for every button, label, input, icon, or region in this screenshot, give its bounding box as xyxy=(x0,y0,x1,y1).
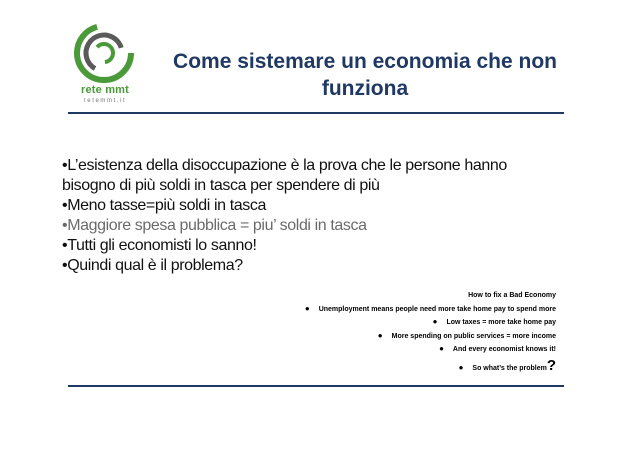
english-item: ● Unemployment means people need more take home pay to spend more xyxy=(304,303,556,313)
bullet-dot-icon: ● xyxy=(458,362,464,372)
bullet-item: •Quindi qual è il problema? xyxy=(62,257,243,274)
bullet-dot-icon: ● xyxy=(377,330,383,340)
english-item: ● Low taxes = more take home pay xyxy=(432,317,556,326)
bullet-item: •Maggiore spesa pubblica = piu’ soldi in tasca xyxy=(62,217,367,234)
logo-name: rete mmt xyxy=(80,84,130,96)
english-summary xyxy=(150,290,556,375)
bullet-dot-icon: ● xyxy=(304,303,310,313)
english-heading: How to fix a Bad Economy xyxy=(468,292,556,299)
retemmt-logo xyxy=(70,20,140,105)
bullet-dot-icon: ● xyxy=(439,344,444,353)
bullet-item-continuation: bisogno di più soldi in tasca per spendere di più xyxy=(62,177,380,194)
bullet-item: •Tutti gli economisti lo sanno! xyxy=(62,237,257,254)
bullet-dot-icon: ● xyxy=(432,317,438,326)
question-mark: ? xyxy=(546,356,556,374)
english-item: ● More spending on public services = more income xyxy=(377,330,556,340)
logo-subtitle: retemmt.it xyxy=(83,98,127,104)
spiral-logo-icon xyxy=(73,22,135,84)
title-line-2: funziona xyxy=(321,77,409,100)
title-line-1: Come sistemare un economia che non xyxy=(173,50,557,73)
slide-title xyxy=(145,48,585,102)
italian-bullet-list xyxy=(62,156,602,276)
bullet-item: •L’esistenza della disoccupazione è la prova che le persone hanno xyxy=(62,157,507,174)
bullet-item: •Meno tasse=più soldi in tasca xyxy=(62,197,266,214)
bottom-divider xyxy=(68,385,564,387)
english-item: ● So what’s the problem? xyxy=(458,356,556,374)
english-item: ● And every economist knows it! xyxy=(439,344,556,353)
top-divider xyxy=(68,112,564,114)
